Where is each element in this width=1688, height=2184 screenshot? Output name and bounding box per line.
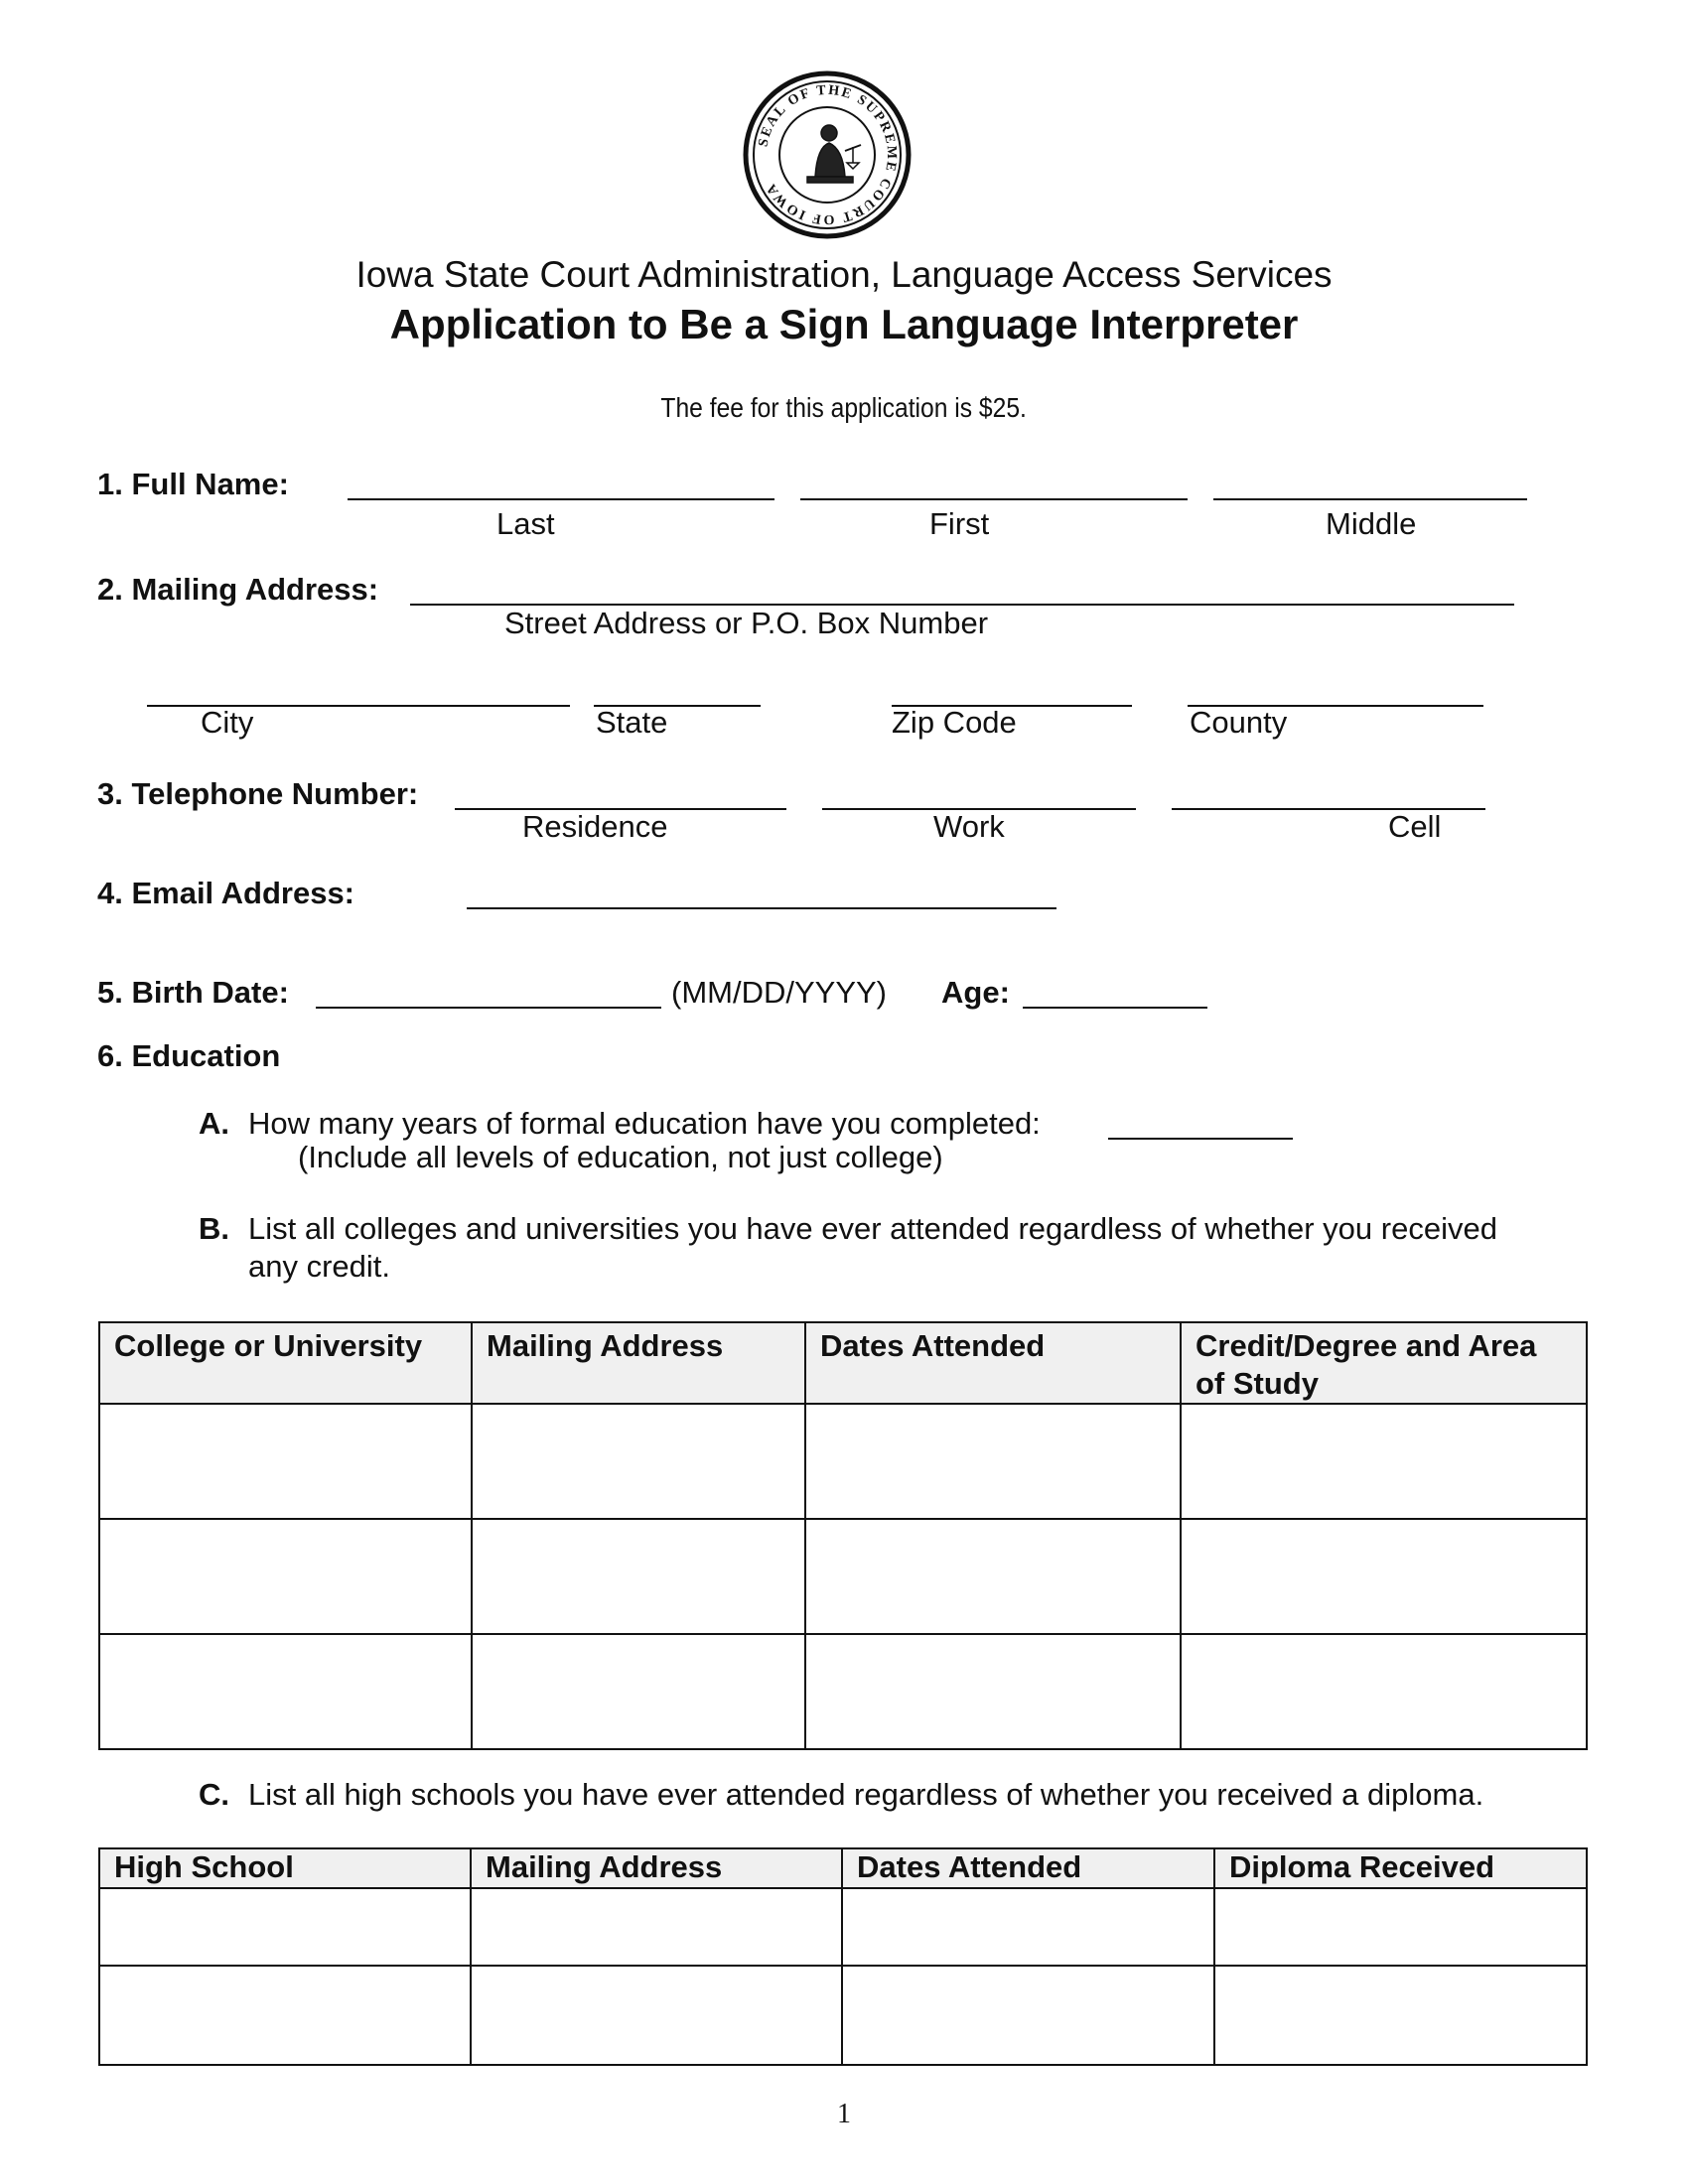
middle-name-caption: Middle	[1326, 506, 1417, 541]
college-credit-cell[interactable]	[1181, 1634, 1587, 1749]
colleges-instruction-line2: any credit.	[248, 1249, 391, 1284]
table-row	[99, 1634, 1587, 1749]
high-school-table	[98, 1847, 1588, 2066]
college-dates-cell[interactable]	[805, 1634, 1181, 1749]
seal-ring-text: SEAL OF THE SUPREME COURT OF IOWA	[756, 82, 900, 227]
state-caption: State	[596, 705, 668, 740]
email-field[interactable]	[467, 907, 1056, 909]
hs-address-cell[interactable]	[471, 1888, 842, 1966]
table-row	[99, 1966, 1587, 2065]
city-caption: City	[201, 705, 254, 740]
college-credit-cell[interactable]	[1181, 1519, 1587, 1634]
college-header-credit: Credit/Degree and Area of Study	[1181, 1322, 1587, 1404]
birth-date-field[interactable]	[316, 1007, 661, 1009]
hs-diploma-cell[interactable]	[1214, 1966, 1587, 2065]
high-schools-instruction: List all high schools you have ever attended regardless of whether you received a diploma.	[248, 1777, 1484, 1812]
birth-date-format: (MM/DD/YYYY)	[671, 975, 887, 1010]
hs-address-cell[interactable]	[471, 1966, 842, 2065]
mailing-address-label: 2. Mailing Address:	[97, 572, 379, 607]
telephone-label: 3. Telephone Number:	[97, 776, 419, 811]
residence-caption: Residence	[522, 809, 668, 844]
college-cell[interactable]	[99, 1404, 472, 1519]
colleges-instruction-line1: List all colleges and universities you have ever attended regardless of whether you received	[248, 1211, 1497, 1246]
table-row	[99, 1404, 1587, 1519]
county-caption: County	[1190, 705, 1288, 740]
supreme-court-seal	[738, 66, 916, 244]
college-address-cell[interactable]	[472, 1634, 805, 1749]
hs-cell[interactable]	[99, 1888, 471, 1966]
cell-caption: Cell	[1388, 809, 1442, 844]
hs-cell[interactable]	[99, 1966, 471, 2065]
college-credit-cell[interactable]	[1181, 1404, 1587, 1519]
college-header-address: Mailing Address	[472, 1322, 805, 1404]
college-address-cell[interactable]	[472, 1519, 805, 1634]
birth-date-label: 5. Birth Date:	[97, 975, 289, 1010]
page-number: 1	[837, 2099, 851, 2129]
form-title: Application to Be a Sign Language Interpreter	[389, 301, 1299, 347]
hs-diploma-cell[interactable]	[1214, 1888, 1587, 1966]
college-header-dates: Dates Attended	[805, 1322, 1181, 1404]
fee-note: The fee for this application is $25.	[660, 392, 1027, 423]
email-label: 4. Email Address:	[97, 876, 355, 910]
hs-dates-cell[interactable]	[842, 1888, 1214, 1966]
age-field[interactable]	[1023, 1007, 1207, 1009]
street-address-caption: Street Address or P.O. Box Number	[504, 606, 989, 640]
college-dates-cell[interactable]	[805, 1519, 1181, 1634]
high-school-table-header	[99, 1848, 1587, 1888]
college-cell[interactable]	[99, 1519, 472, 1634]
college-table-header	[99, 1322, 1587, 1404]
college-cell[interactable]	[99, 1634, 472, 1749]
zip-code-caption: Zip Code	[892, 705, 1017, 740]
last-name-field[interactable]	[348, 498, 774, 500]
years-education-note: (Include all levels of education, not just college)	[298, 1140, 943, 1174]
middle-name-field[interactable]	[1213, 498, 1527, 500]
college-header-name: College or University	[99, 1322, 472, 1404]
age-label: Age:	[941, 975, 1010, 1010]
years-education-question: How many years of formal education have you completed:	[248, 1106, 1041, 1141]
college-address-cell[interactable]	[472, 1404, 805, 1519]
full-name-label: 1. Full Name:	[97, 467, 289, 501]
table-row	[99, 1888, 1587, 1966]
last-name-caption: Last	[496, 506, 555, 541]
hs-header-name: High School	[99, 1848, 471, 1888]
first-name-field[interactable]	[800, 498, 1188, 500]
education-heading: 6. Education	[97, 1038, 281, 1073]
work-caption: Work	[933, 809, 1005, 844]
table-row	[99, 1519, 1587, 1634]
item-a-letter: A.	[199, 1106, 229, 1141]
first-name-caption: First	[929, 506, 990, 541]
agency-title: Iowa State Court Administration, Language Access Services	[355, 254, 1333, 295]
college-table	[98, 1321, 1588, 1750]
hs-header-address: Mailing Address	[471, 1848, 842, 1888]
hs-header-dates: Dates Attended	[842, 1848, 1214, 1888]
hs-dates-cell[interactable]	[842, 1966, 1214, 2065]
years-education-field[interactable]	[1108, 1138, 1293, 1140]
item-b-letter: B.	[199, 1211, 229, 1246]
item-c-letter: C.	[199, 1777, 229, 1812]
hs-header-diploma: Diploma Received	[1214, 1848, 1587, 1888]
college-dates-cell[interactable]	[805, 1404, 1181, 1519]
